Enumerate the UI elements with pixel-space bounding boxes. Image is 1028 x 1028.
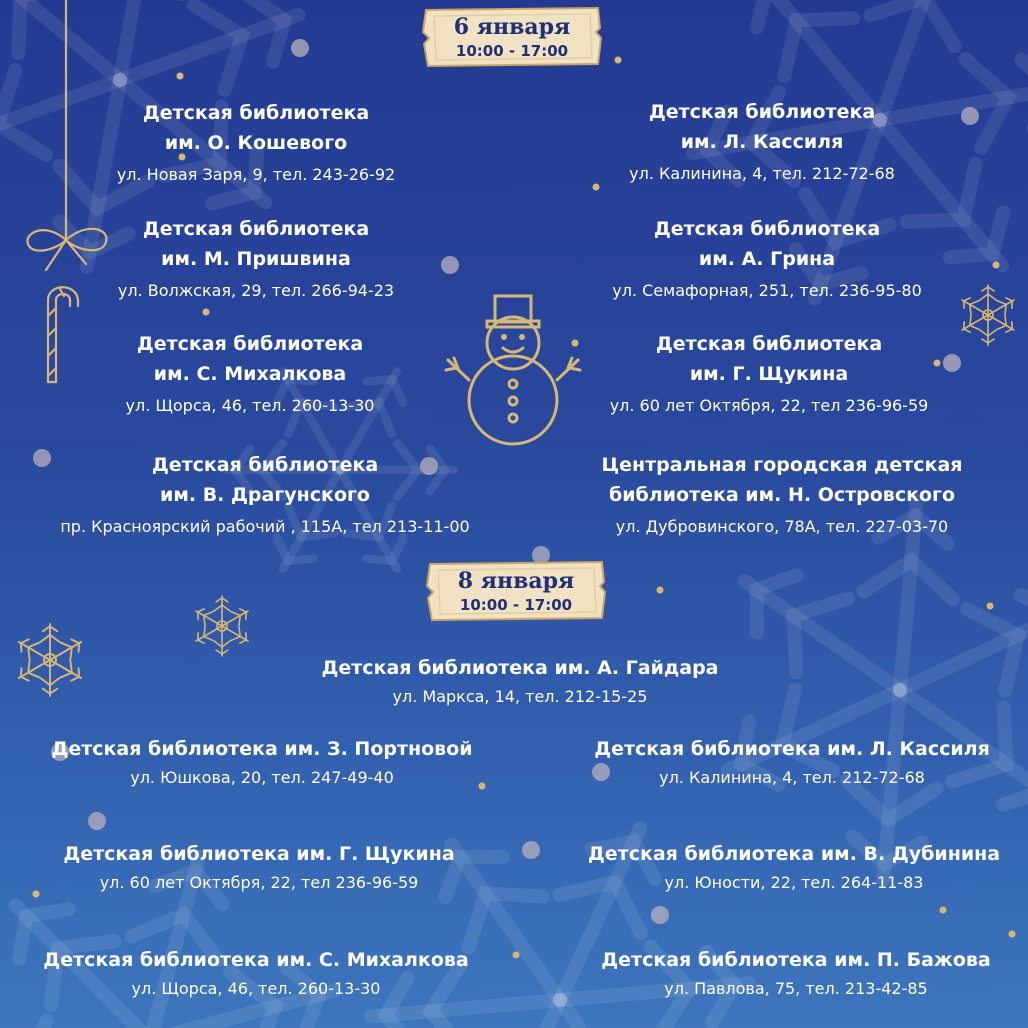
- library-address: ул. Семафорная, 251, тел. 236-95-80: [612, 281, 922, 300]
- library-entry: [9, 840, 509, 896]
- library-name: Детская библиотека им. З. Портновой: [51, 738, 473, 760]
- library-address: ул. Юности, 22, тел. 264-11-83: [664, 873, 924, 892]
- library-name-line2: библиотека им. Н. Островского: [608, 484, 956, 506]
- library-entry: [544, 840, 1028, 896]
- library-address: ул. Волжская, 29, тел. 266-94-23: [117, 281, 395, 300]
- library-address: ул. 60 лет Октября, 22, тел 236-96-59: [99, 873, 419, 892]
- library-entry: [50, 329, 450, 419]
- library-name-line1: Детская библиотека: [142, 102, 370, 124]
- library-name: Детская библиотека им. А. Гайдара: [321, 657, 719, 679]
- library-entry: [542, 735, 1028, 791]
- library-address: пр. Красноярский рабочий , 115А, тел 213-11-00: [60, 517, 470, 536]
- library-entry: [40, 450, 490, 540]
- library-entry: [12, 735, 512, 791]
- library-entry: [572, 450, 992, 540]
- banner-time: 10:00 - 17:00: [459, 596, 573, 614]
- banner-date: 6 января: [453, 14, 571, 40]
- library-entry: [270, 654, 770, 710]
- library-name-line1: Детская библиотека: [136, 333, 364, 355]
- snowflake-icon: [192, 596, 252, 656]
- library-name-line2: им. Г. Щукина: [689, 363, 849, 385]
- library-name-line2: им. Л. Кассиля: [680, 131, 844, 153]
- library-address: ул. Щорса, 46, тел. 260-13-30: [131, 979, 381, 998]
- library-address: ул. Калинина, 4, тел. 212-72-68: [659, 768, 925, 787]
- library-address: ул. Дубровинского, 78А, тел. 227-03-70: [615, 517, 949, 536]
- library-name-line1: Центральная городская детская: [601, 454, 963, 476]
- library-entry: [567, 214, 967, 304]
- banner-time: 10:00 - 17:00: [455, 42, 569, 60]
- library-address: ул. Новая Заря, 9, тел. 243-26-92: [116, 165, 396, 184]
- library-name-line1: Детская библиотека: [655, 333, 883, 355]
- library-name-line2: им. М. Пришвина: [161, 248, 351, 270]
- library-name: Детская библиотека им. С. Михалкова: [43, 949, 469, 971]
- library-entry: [6, 946, 506, 1002]
- library-name: Детская библиотека им. Г. Щукина: [63, 843, 455, 865]
- library-address: ул. Калинина, 4, тел. 212-72-68: [629, 164, 895, 183]
- date-banner-day1: [420, 6, 604, 68]
- snowflake-icon: [14, 624, 86, 696]
- library-name-line2: им. В. Драгунского: [160, 484, 370, 506]
- library-name-line2: им. С. Михалкова: [153, 363, 347, 385]
- library-address: ул. Юшкова, 20, тел. 247-49-40: [130, 768, 394, 787]
- library-entry: [562, 97, 962, 187]
- library-name: Детская библиотека им. Л. Кассиля: [594, 738, 990, 760]
- library-entry: [56, 214, 456, 304]
- library-name-line1: Детская библиотека: [653, 218, 881, 240]
- library-name-line1: Детская библиотека: [142, 218, 370, 240]
- date-banner-day2: [424, 560, 608, 622]
- banner-date: 8 января: [457, 568, 575, 594]
- library-address: ул. 60 лет Октября, 22, тел 236-96-59: [609, 396, 929, 415]
- library-address: ул. Щорса, 46, тел. 260-13-30: [125, 396, 375, 415]
- library-entry: [569, 329, 969, 419]
- library-name-line2: им. А. Грина: [698, 248, 836, 270]
- library-entry: [56, 98, 456, 188]
- library-name-line1: Детская библиотека: [151, 454, 379, 476]
- library-name-line2: им. О. Кошевого: [164, 132, 348, 154]
- library-name-line1: Детская библиотека: [648, 101, 876, 123]
- snowman-icon: [446, 296, 580, 444]
- library-entry: [546, 946, 1028, 1002]
- library-address: ул. Маркса, 14, тел. 212-15-25: [392, 687, 648, 706]
- library-address: ул. Павлова, 75, тел. 213-42-85: [664, 979, 928, 998]
- library-name: Детская библиотека им. П. Бажова: [601, 949, 991, 971]
- library-name: Детская библиотека им. В. Дубинина: [587, 843, 1001, 865]
